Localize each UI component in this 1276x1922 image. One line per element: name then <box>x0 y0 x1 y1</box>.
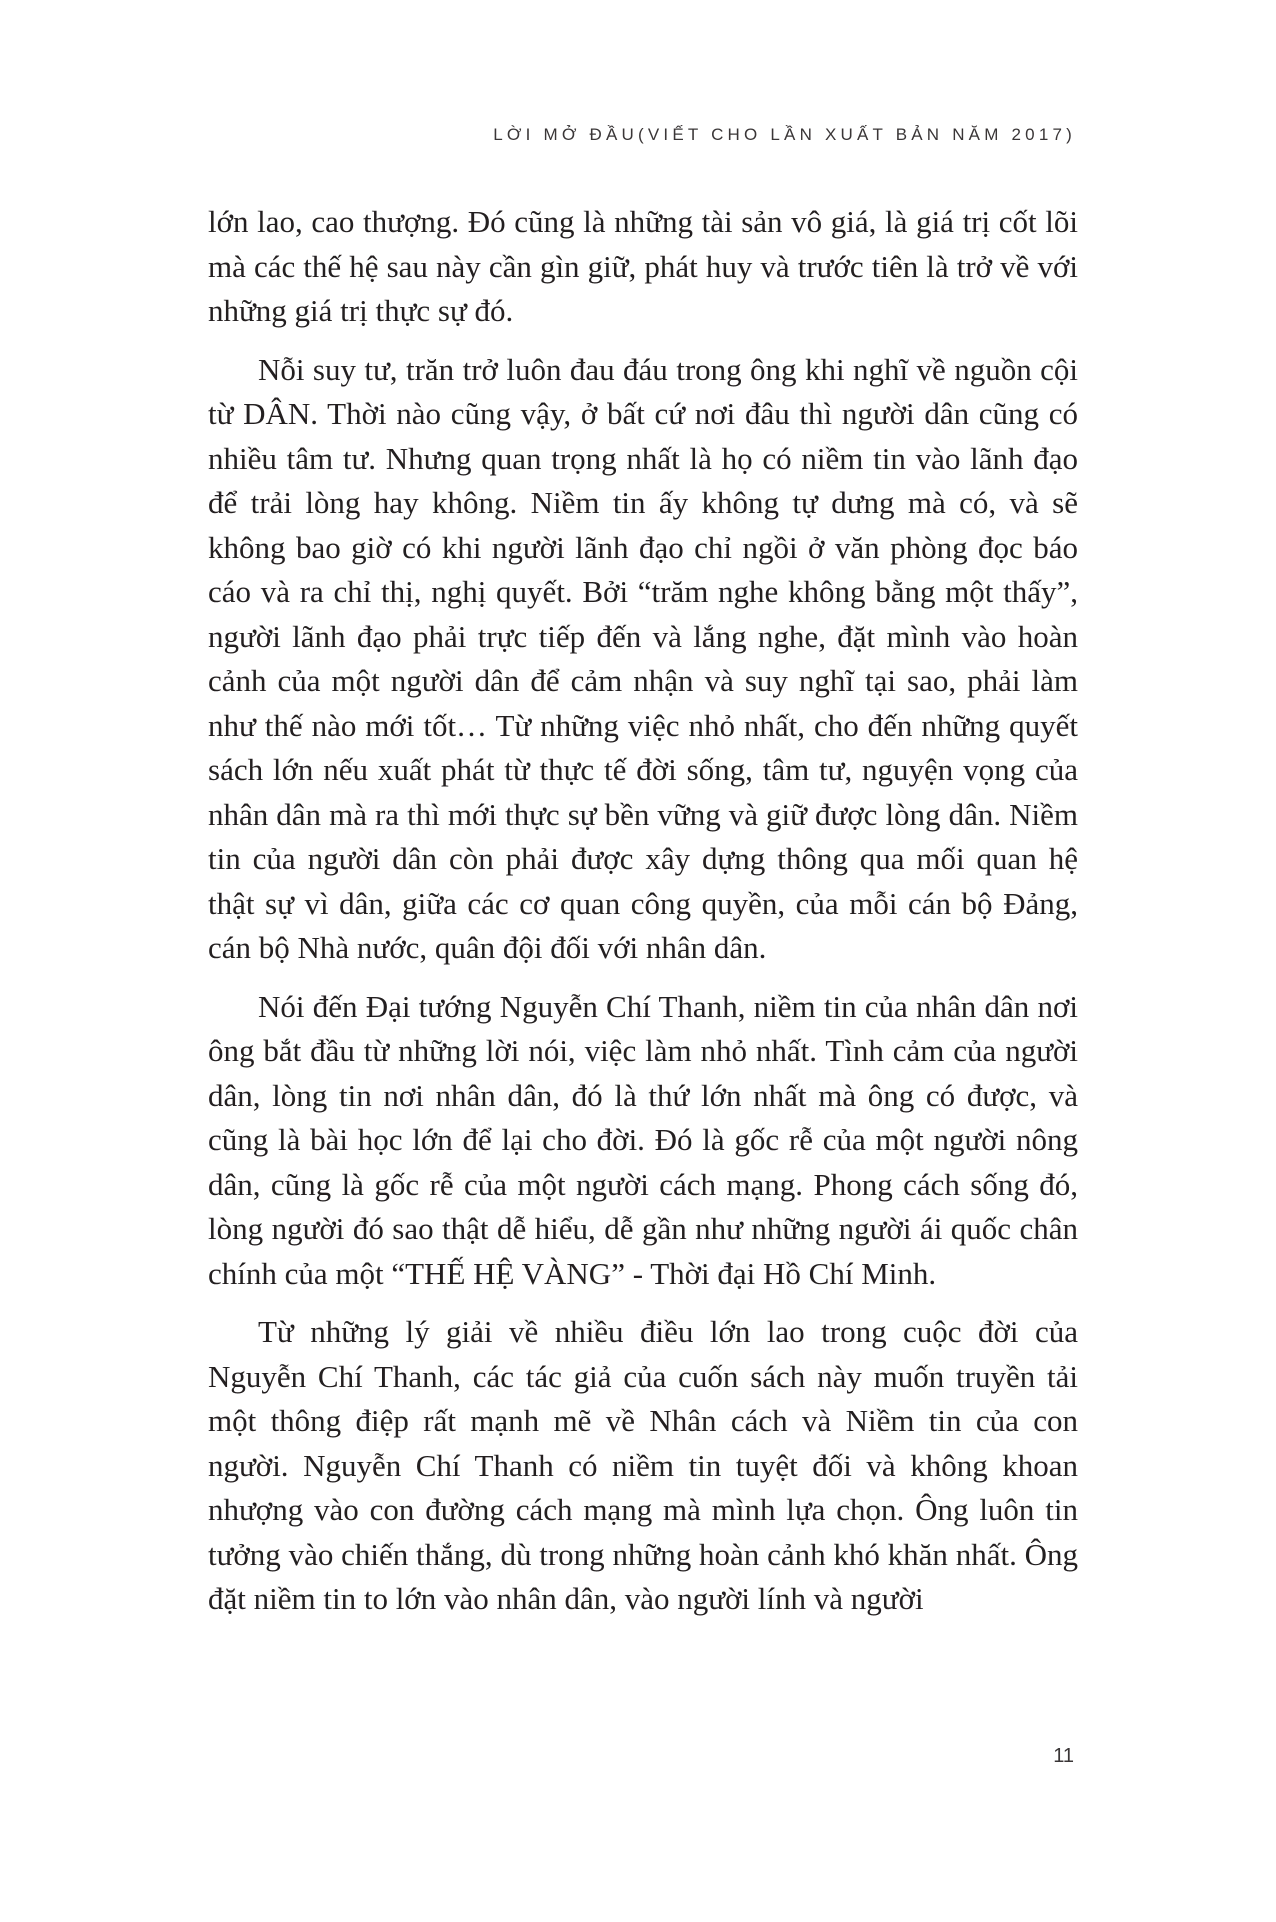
paragraph: Từ những lý giải về nhiều điều lớn lao trong cuộc đời của Nguyễn Chí Thanh, các tác giả của cuốn sách này muốn truyền tải một thông điệp rất mạnh mẽ về Nhân cách và Niềm tin của con người. Nguyễn Chí Thanh có niềm tin tuyệt đối và không khoan nhượng vào con đường cách mạng mà mình lựa chọn. Ông luôn tin tưởng vào chiến thắng, dù trong những hoàn cảnh khó khăn nhất. Ông đặt niềm tin to lớn vào nhân dân, vào người lính và người <box>208 1314 1078 1616</box>
paragraph: Nói đến Đại tướng Nguyễn Chí Thanh, niềm tin của nhân dân nơi ông bắt đầu từ những lời nói, việc làm nhỏ nhất. Tình cảm của người dân, lòng tin nơi nhân dân, đó là thứ lớn nhất mà ông có được, và cũng là bài học lớn để lại cho đời. Đó là gốc rễ của một người nông dân, cũng là gốc rễ của một người cách mạng. Phong cách sống đó, lòng người đó sao thật dễ hiểu, dễ gần như những người ái quốc chân chính của một “THẾ HỆ VÀNG” - Thời đại Hồ Chí Minh. <box>208 988 1078 1291</box>
paragraph-continued: lớn lao, cao thượng. Đó cũng là những tài sản vô giá, là giá trị cốt lõi mà các thế hệ sau này cần gìn giữ, phát huy và trước tiên là trở về với những giá trị thực sự đó. <box>208 204 1078 328</box>
page-number: 11 <box>1053 1745 1074 1767</box>
paragraph: Nỗi suy tư, trăn trở luôn đau đáu trong ông khi nghĩ về nguồn cội từ DÂN. Thời nào cũng vậy, ở bất cứ nơi đâu thì người dân cũng có nhiều tâm tư. Nhưng quan trọng nhất là họ có niềm tin vào lãnh đạo để trải lòng hay không. Niềm tin ấy không tự dưng mà có, và sẽ không bao giờ có khi người lãnh đạo chỉ ngồi ở văn phòng đọc báo cáo và ra chỉ thị, nghị quyết. Bởi “trăm nghe không bằng một thấy”, người lãnh đạo phải trực tiếp đến và lắng nghe, đặt mình vào hoàn cảnh của một người dân để cảm nhận và suy nghĩ tại sao, phải làm như thế nào mới tốt… Từ những việc nhỏ nhất, cho đến những quyết sách lớn nếu xuất phát từ thực tế đời sống, tâm tư, nguyện vọng của nhân dân mà ra thì mới thực sự bền vững và giữ được lòng dân. Niềm tin của người dân còn phải được xây dựng thông qua mối quan hệ thật sự vì dân, giữa các cơ quan công quyền, của mỗi cán bộ Đảng, cán bộ Nhà nước, quân đội đối với nhân dân. <box>208 351 1078 965</box>
body-text <box>208 200 1078 1622</box>
running-head: LỜI MỞ ĐẦU(VIẾT CHO LẦN XUẤT BẢN NĂM 2017) <box>493 125 1076 144</box>
